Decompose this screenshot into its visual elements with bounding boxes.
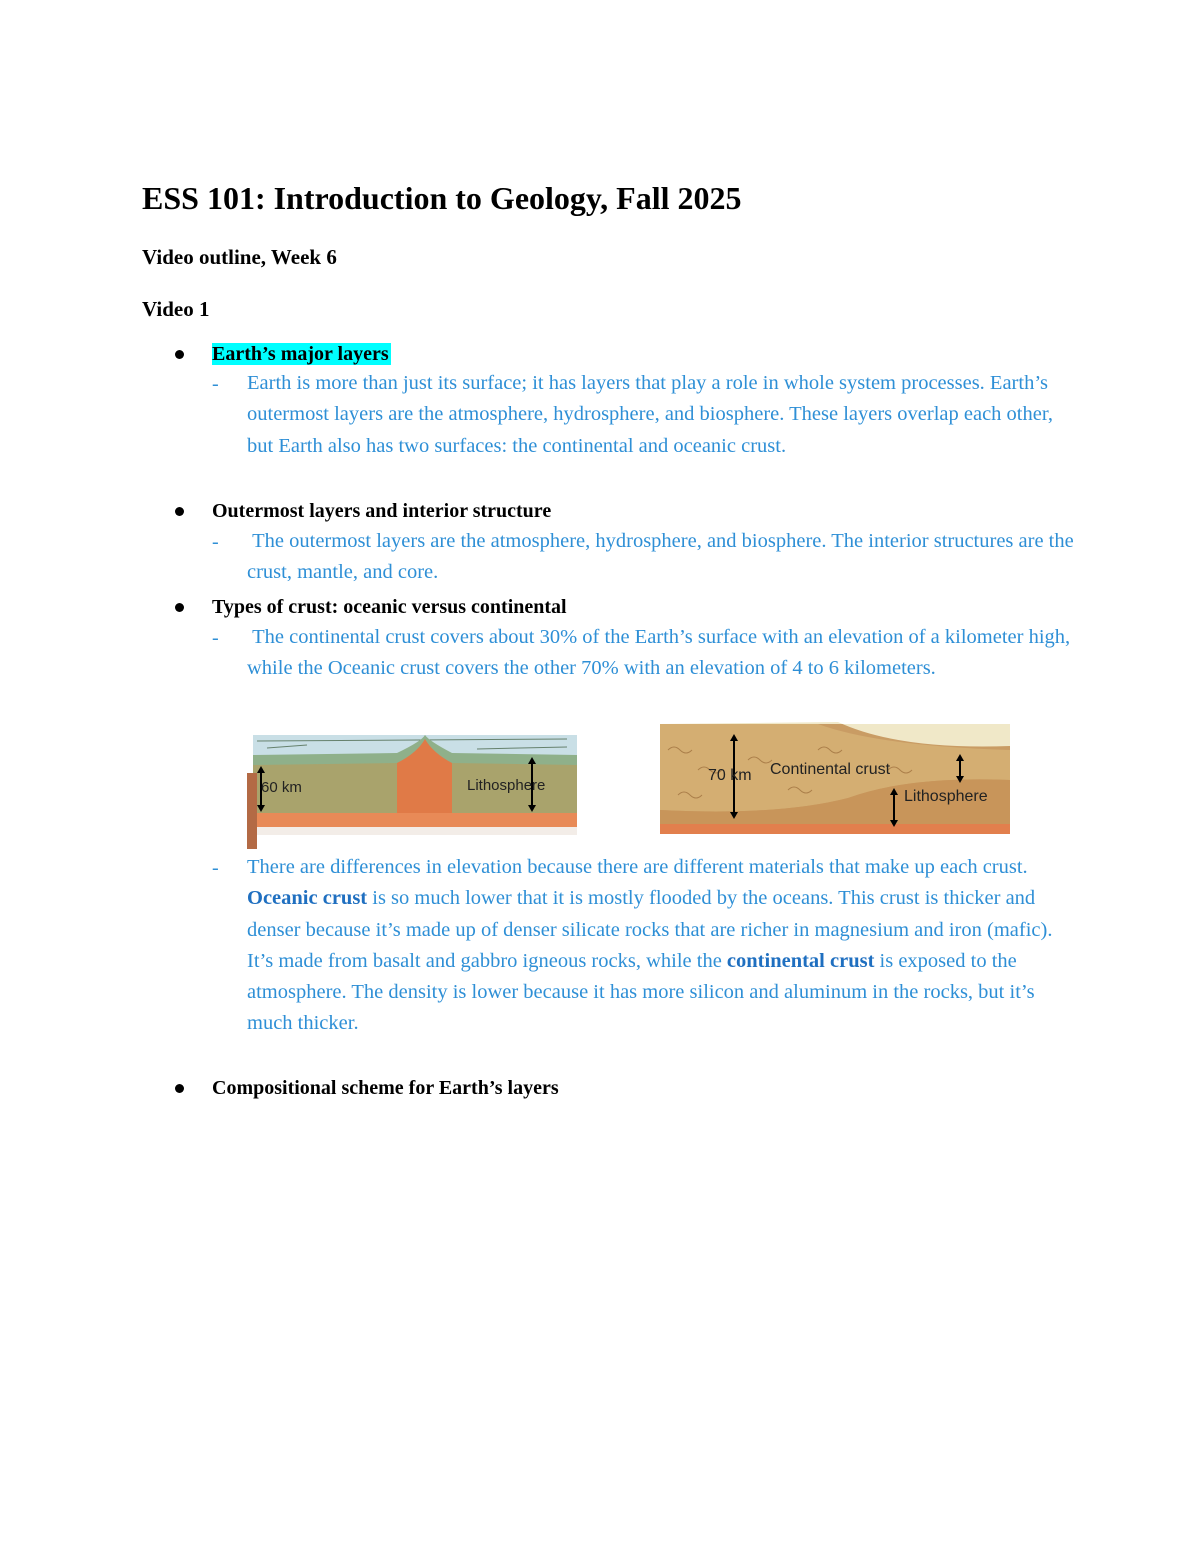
term-oceanic-crust: Oceanic crust [247, 887, 368, 910]
continental-lithosphere-figure [658, 720, 1036, 849]
bullet-heading-outermost: Outermost layers and interior structure [212, 500, 552, 522]
note-outermost: The outermost layers are the atmosphere, hydrosphere, and biosphere. The interior structures are the crust, mantle, and core. [247, 530, 1079, 584]
dash-marker: - [212, 531, 219, 553]
bullet-dot [175, 603, 184, 612]
continental-depth-label: 70 km [708, 767, 752, 784]
page-subtitle: Video outline, Week 6 [142, 245, 337, 269]
oceanic-lithosphere-label: Lithosphere [467, 777, 546, 794]
continental-lithosphere-label: Lithosphere [904, 788, 988, 805]
page-title: ESS 101: Introduction to Geology, Fall 2025 [142, 180, 742, 216]
bullet-dot [175, 350, 184, 359]
bullet-dot [175, 1084, 184, 1093]
dash-marker: - [212, 373, 219, 395]
bullet-dot [175, 507, 184, 516]
note-major-layers: Earth is more than just its surface; it has layers that play a role in whole system processes. Earth’s outermost layers are the atmosphere, hydrosphere, and biosphere. These layers overlap each other, but Earth also has two surfaces: the continental and oceanic crust. [247, 372, 1053, 457]
bullet-heading-major-layers [212, 339, 391, 369]
term-continental-crust: continental crust [726, 949, 875, 972]
note-crust-coverage: The continental crust covers about 30% of the Earth’s surface with an elevation of a kilometer high, while the Oceanic crust covers the other 70% with an elevation of 4 to 6 kilometers. [247, 626, 1076, 680]
highlighted-heading: Earth’s major layers [212, 343, 389, 365]
dash-marker: - [212, 627, 219, 649]
continental-crust-label: Continental crust [770, 761, 891, 778]
bullet-heading-compositional: Compositional scheme for Earth’s layers [212, 1077, 559, 1099]
note-crust-differences: There are differences in elevation because there are different materials that make up each crust. Oceanic crust is so much lower that it is mostly flooded by the oceans. This crust is thicker and denser because it’s made up of denser silicate rocks that are richer in magnesium and iron (mafic). It’s made from basalt and gabbro igneous rocks, while the continental crust is exposed to the atmosphere. The density is lower because it has more silicon and aluminum in the rocks, but it’s much thicker. [247, 856, 1053, 1035]
oceanic-depth-label: 60 km [261, 779, 302, 796]
oceanic-lithosphere-figure [247, 733, 577, 849]
bullet-heading-crust-types: Types of crust: oceanic versus continental [212, 596, 567, 618]
video-heading: Video 1 [142, 297, 210, 321]
dash-marker: - [212, 857, 219, 879]
